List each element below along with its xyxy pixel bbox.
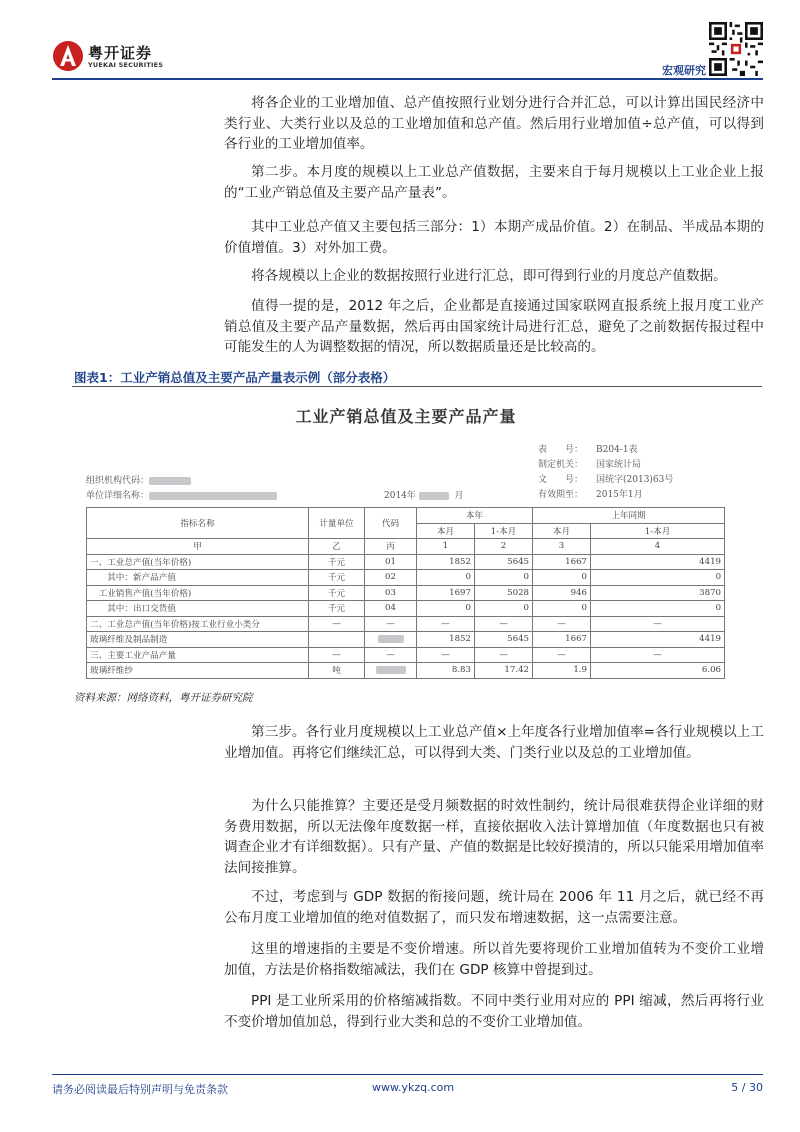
yuekai-logo-icon [52,40,84,72]
col-header-last-year: 上年同期 [533,508,725,524]
paragraph: 为什么只能推算？主要还是受月频数据的时效性制约，统计局很难获得企业详细的财务费用数据，所以无法像年度数据一样，直接依据收入法计算增加值（年度数据也只有被调查企业才有详细数据）。只有产量、产值的数据是比较好摸清的，所以只能采用增加值率法间接推算。 [224,798,764,876]
table-row: 一、工业总产值(当年价格) 千元 01 1852 5645 1667 4419 [87,554,725,570]
col-header-code: 代码 [365,508,417,539]
table-row: 三、主要工业产品产量 — — — — — — [87,647,725,663]
col-header-unit: 计量单位 [309,508,365,539]
report-form-image [86,396,726,680]
paragraph: 这里的增速指的主要是不变价增速。所以首先要将现价工业增加值转为不变价工业增加值，方法是价格指数缩减法，我们在 GDP 核算中曾提到过。 [224,941,764,978]
table-row: 工业销售产值(当年价格) 千元 03 1697 5028 946 3870 [87,585,725,601]
paragraph: 将各规模以上企业的数据按照行业进行汇总，即可得到行业的月度总产值数据。 [251,268,727,284]
company-logo [52,40,162,74]
table-row: 其中：出口交货值 千元 04 0 0 0 0 [87,601,725,617]
col-header-indicator: 指标名称 [87,508,309,539]
col-marker: 4 [591,539,725,555]
form-meta-row: 文 号： 国统字(2013)63号 [538,475,674,485]
paragraph: 值得一提的是，2012 年之后，企业都是直接通过国家联网直报系统上报月度工业产销总值及主要产品产量数据，然后再由国家统计局进行汇总，避免了之前数据传报过程中可能发生的人为调整数据的情况，所以数据质量还是比较高的。 [224,298,764,355]
table-row: 其中：新产品产值 千元 02 0 0 0 0 [87,570,725,586]
form-meta-row: 表 号： B204-1表 [538,445,638,455]
footer-divider [52,1074,763,1075]
section-label: 宏观研究 [662,64,706,77]
report-table [86,507,725,679]
col-marker: 3 [533,539,591,555]
paragraph: PPI 是工业所采用的价格缩减指数。不同中类行业用对应的 PPI 缩减，然后再将行业不变价增加值加总，得到行业大类和总的不变价工业增加值。 [224,993,764,1030]
figure-caption: 图表1：工业产销总值及主要产品产量表示例（部分表格） [74,370,396,385]
org-code-field: 组织机构代码： [86,473,191,486]
paragraph: 不过，考虑到与 GDP 数据的衔接问题，统计局在 2006 年 11 月之后，就已经不再公布月度工业增加值的绝对值数据了，而只发布增速数据，这一点需要注意。 [224,889,764,926]
qr-code-icon [709,22,763,76]
paragraph: 其中工业总产值又主要包括三部分：1）本期产成品价值。2）在制品、半成品本期的价值增值。3）对外加工费。 [224,219,764,256]
brand-name-en: YUEKAI SECURITIES [88,61,164,69]
form-meta-row: 制定机关： 国家统计局 [538,460,642,470]
col-marker: 丙 [365,539,417,555]
col-header-this-month: 本月 [417,523,475,539]
report-date: 2014年 月 [384,491,464,501]
paragraph: 第二步。本月度的规模以上工业总产值数据，主要来自于每月规模以上工业企业上报的“工业产销总值及主要产品产量表”。 [224,164,764,201]
form-title: 工业产销总值及主要产品产量 [295,407,517,426]
col-marker: 乙 [309,539,365,555]
disclaimer-link[interactable]: 请务必阅读最后特别声明与免责条款 [52,1083,228,1096]
redacted-value [419,492,449,500]
figure-source: 资料来源：网络资料，粤开证券研究院 [74,692,253,704]
redacted-value [149,492,277,500]
col-marker: 2 [475,539,533,555]
col-header-ytd: 1-本月 [591,523,725,539]
caption-divider [72,386,762,387]
col-marker: 甲 [87,539,309,555]
table-row: 玻璃纤维及制品制造 1852 5645 1667 4419 [87,632,725,648]
redacted-value [149,477,191,485]
col-header-ytd: 1-本月 [475,523,533,539]
header-divider [52,78,763,80]
table-row: 二、工业总产值(当年价格)按工业行业小类分 — — — — — — [87,616,725,632]
redacted-value [376,666,406,674]
form-meta-row: 有效期至： 2015年1月 [538,490,643,500]
col-marker: 1 [417,539,475,555]
col-header-this-year: 本年 [417,508,533,524]
page-number: 5 / 30 [731,1081,763,1094]
website-link[interactable]: www.ykzq.com [372,1081,455,1094]
col-header-this-month: 本月 [533,523,591,539]
table-row: 玻璃纤维纱 吨 8.83 17.42 1.9 6.06 [87,663,725,679]
unit-name-field: 单位详细名称： [86,488,277,501]
paragraph: 将各企业的工业增加值、总产值按照行业划分进行合并汇总，可以计算出国民经济中类行业、大类行业以及总的工业增加值和总产值。然后用行业增加值÷总产值，可以得到各行业的工业增加值率。 [224,95,764,152]
redacted-value [378,635,404,643]
brand-name-cn: 粤开证券 [88,44,153,62]
paragraph: 第三步。各行业月度规模以上工业总产值×上年度各行业增加值率=各行业规模以上工业增加值。再将它们继续汇总，可以得到大类、门类行业以及总的工业增加值。 [224,724,764,761]
